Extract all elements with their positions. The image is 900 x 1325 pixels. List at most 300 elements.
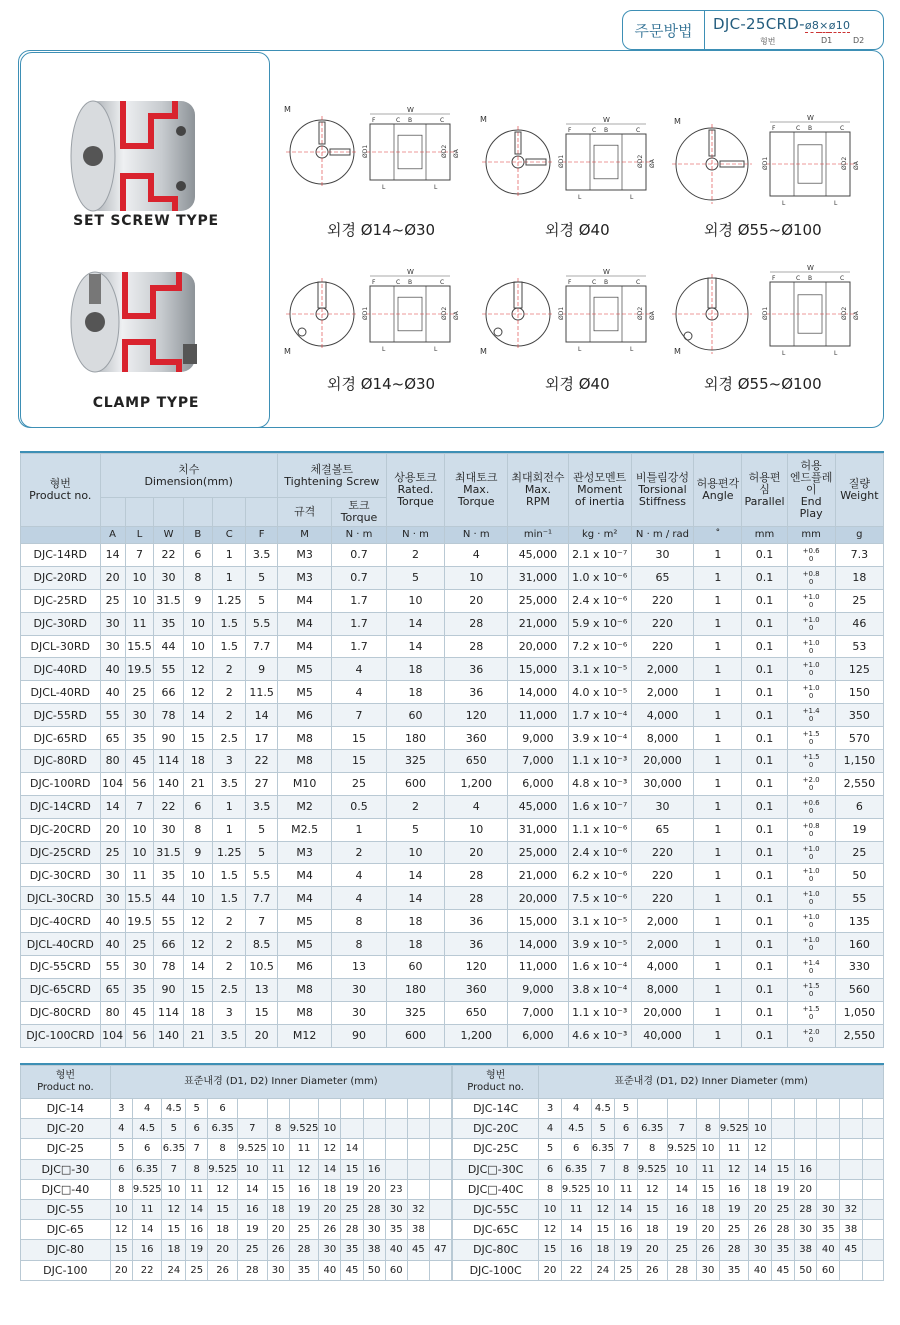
spec-cell: 2 (386, 544, 445, 567)
diameter-cell (429, 1139, 451, 1159)
spec-cell: 0.1 (742, 658, 787, 681)
spec-cell: 1 (332, 818, 386, 841)
spec-cell (787, 750, 835, 773)
spec-cell: 0.1 (742, 956, 787, 979)
diameter-cell: 25 (289, 1220, 319, 1240)
spec-cell: 10 (445, 818, 508, 841)
spec-row (21, 544, 884, 567)
spec-cell: 1 (694, 887, 742, 910)
spec-cell (787, 978, 835, 1001)
spec-cell: 11,000 (508, 704, 569, 727)
spec-cell: 350 (835, 704, 883, 727)
spec-cell (787, 864, 835, 887)
svg-text:L: L (630, 346, 634, 353)
diameter-cell: 5 (110, 1139, 132, 1159)
endplay-upper: +1.4 (802, 707, 820, 716)
spec-cell: M3 (277, 566, 331, 589)
spec-cell: 140 (154, 1024, 183, 1047)
spec-cell: 40,000 (631, 1024, 694, 1047)
diameter-cell: 11 (132, 1199, 162, 1219)
diameter-cell: 3 (110, 1099, 132, 1119)
spec-cell: 10 (445, 566, 508, 589)
diameter-cell: 38 (794, 1240, 817, 1260)
unit-cell: N · m (386, 527, 445, 544)
spec-cell (787, 589, 835, 612)
svg-text:B: B (408, 117, 413, 124)
spec-cell: 22 (246, 750, 277, 773)
diameter-cell (429, 1199, 451, 1219)
spec-cell: 21,000 (508, 864, 569, 887)
diameter-cell (341, 1119, 363, 1139)
diameter-cell: 11 (186, 1179, 208, 1199)
spec-cell: 1 (694, 772, 742, 795)
diameter-cell (319, 1099, 341, 1119)
spec-cell: 18 (835, 566, 883, 589)
spec-cell (787, 635, 835, 658)
diameter-cell: 10 (697, 1139, 720, 1159)
svg-text:C: C (840, 125, 845, 132)
diameter-cell: 7 (186, 1139, 208, 1159)
spec-cell: 1.6 x 10⁻⁷ (568, 795, 631, 818)
diameter-cell (772, 1099, 795, 1119)
diameter-cell: 12 (637, 1179, 667, 1199)
diameter-cell: 16 (794, 1159, 817, 1179)
endplay-upper: +1.0 (802, 615, 820, 624)
spec-cell: 55 (100, 704, 125, 727)
spec-cell: M3 (277, 544, 331, 567)
svg-text:ØD2: ØD2 (441, 144, 448, 158)
hdr-product: 형번 Product no. (21, 454, 101, 527)
diameter-cell: 6.35 (208, 1119, 238, 1139)
hdr-angle: 허용편각 Angle (694, 454, 742, 527)
diameter-cell: 25 (772, 1199, 795, 1219)
spec-cell: 1 (694, 658, 742, 681)
diameter-row (453, 1199, 884, 1219)
spec-cell: 600 (386, 772, 445, 795)
diameter-cell: 19 (667, 1220, 697, 1240)
diameter-cell: 45 (772, 1260, 795, 1280)
spec-cell: 20 (100, 566, 125, 589)
spec-cell: 1 (694, 704, 742, 727)
diameter-cell: 50 (794, 1260, 817, 1280)
unit-cell: A (100, 527, 125, 544)
spec-cell: 40 (100, 681, 125, 704)
diameter-product-no: DJC□-30 (21, 1159, 111, 1179)
diameter-cell (817, 1179, 840, 1199)
diameter-cell: 8 (697, 1119, 720, 1139)
endplay-lower: 0 (808, 1012, 814, 1021)
svg-text:M: M (480, 115, 487, 124)
diameter-cell: 12 (749, 1139, 772, 1159)
spec-cell: 3.5 (213, 772, 246, 795)
diameter-cell: 19 (186, 1240, 208, 1260)
diameter-product-no: DJC-25 (21, 1139, 111, 1159)
diameter-cell: 26 (208, 1260, 238, 1280)
diameter-cell (341, 1099, 363, 1119)
diameter-cell: 18 (208, 1220, 238, 1240)
spec-cell: 5 (246, 566, 277, 589)
svg-text:ØA: ØA (453, 149, 460, 158)
diameter-cell (407, 1119, 429, 1139)
spec-cell: 36 (445, 658, 508, 681)
spec-cell: 55 (154, 658, 183, 681)
diameter-cell (363, 1099, 385, 1119)
spec-cell: 104 (100, 772, 125, 795)
endplay-lower: 0 (808, 738, 814, 747)
spec-cell: 35 (125, 727, 154, 750)
diameter-cell: 4.5 (561, 1119, 591, 1139)
spec-cell: 9 (183, 841, 212, 864)
spec-cell: 2 (213, 658, 246, 681)
spec-cell: 10 (125, 566, 154, 589)
spec-cell: 10 (386, 589, 445, 612)
svg-text:ØD1: ØD1 (558, 154, 565, 168)
diameter-cell: 60 (817, 1260, 840, 1280)
spec-cell: 35 (125, 978, 154, 1001)
spec-cell: 1 (694, 978, 742, 1001)
spec-cell: 1 (694, 841, 742, 864)
svg-text:ØA: ØA (853, 311, 860, 320)
spec-cell (787, 818, 835, 841)
spec-cell: 7.5 x 10⁻⁶ (568, 887, 631, 910)
spec-cell: 0.1 (742, 681, 787, 704)
svg-text:ØA: ØA (853, 161, 860, 170)
endplay-upper: +1.0 (802, 890, 820, 899)
spec-cell: 0.7 (332, 544, 386, 567)
spec-cell: 14 (183, 704, 212, 727)
diameter-row (453, 1220, 884, 1240)
diameter-cell: 24 (162, 1260, 186, 1280)
spec-cell: 36 (445, 681, 508, 704)
spec-cell: 66 (154, 933, 183, 956)
diameter-cell: 18 (267, 1199, 289, 1219)
endplay-upper: +1.0 (802, 844, 820, 853)
diameter-cell: 30 (749, 1240, 772, 1260)
unit-cell: mm (787, 527, 835, 544)
spec-cell: 50 (835, 864, 883, 887)
diameter-cell: 30 (817, 1199, 840, 1219)
spec-cell: 28 (445, 612, 508, 635)
svg-text:M: M (480, 347, 487, 356)
spec-cell: 2 (213, 956, 246, 979)
spec-cell: 9 (183, 589, 212, 612)
spec-cell: 0.1 (742, 910, 787, 933)
spec-cell (787, 910, 835, 933)
diameter-row (453, 1099, 884, 1119)
spec-cell (787, 681, 835, 704)
diameter-cell: 38 (840, 1220, 863, 1240)
spec-cell: 30 (631, 795, 694, 818)
spec-cell: 0.5 (332, 795, 386, 818)
diameter-cell: 16 (132, 1240, 162, 1260)
spec-cell: 5 (246, 818, 277, 841)
spec-cell: 25,000 (508, 841, 569, 864)
svg-text:ØD1: ØD1 (762, 306, 769, 320)
hdr-blank-2 (125, 498, 154, 527)
diameter-cell: 14 (561, 1220, 591, 1240)
spec-cell: 1 (694, 544, 742, 567)
spec-cell: 20,000 (631, 1001, 694, 1024)
hdr-bolt: 체결볼트 Tightening Screw (277, 454, 386, 498)
spec-cell: 14 (100, 544, 125, 567)
spec-cell: 25 (125, 681, 154, 704)
diameter-row (21, 1119, 452, 1139)
unit-blank (21, 527, 101, 544)
diameter-cell (862, 1099, 883, 1119)
diameter-cell: 3 (539, 1099, 562, 1119)
diameter-cell: 14 (667, 1179, 697, 1199)
spec-cell: 1 (694, 910, 742, 933)
diameter-cell: 12 (289, 1159, 319, 1179)
spec-cell: 125 (835, 658, 883, 681)
hdr-rated: 상용토크 Rated. Torque (386, 454, 445, 527)
spec-row (21, 841, 884, 864)
endplay-lower: 0 (808, 829, 814, 838)
drawing-1 (282, 100, 482, 200)
diameter-cell: 11 (615, 1179, 638, 1199)
diameter-cell (429, 1260, 451, 1280)
spec-cell: 560 (835, 978, 883, 1001)
spec-cell: 60 (386, 704, 445, 727)
spec-cell: 11,000 (508, 956, 569, 979)
hdr-max: 최대토크 Max. Torque (445, 454, 508, 527)
diameter-cell: 12 (162, 1199, 186, 1219)
svg-text:C: C (796, 275, 801, 282)
diam-left-hdr-inner: 표준내경 (D1, D2) Inner Diameter (mm) (110, 1066, 451, 1099)
spec-cell: 5 (246, 841, 277, 864)
diameter-row (21, 1240, 452, 1260)
drawing-caption-5: 외경 Ø40 (545, 375, 610, 393)
diameter-cell: 12 (208, 1179, 238, 1199)
diameter-cell: 19 (615, 1240, 638, 1260)
spec-table-body (21, 544, 884, 1048)
diameter-cell (363, 1139, 385, 1159)
diameter-cell: 12 (319, 1139, 341, 1159)
hdr-blank-4 (183, 498, 212, 527)
spec-cell: 7 (125, 544, 154, 567)
diameter-cell: 45 (840, 1240, 863, 1260)
spec-cell: 1 (694, 795, 742, 818)
svg-text:L: L (630, 194, 634, 201)
spec-cell: 220 (631, 612, 694, 635)
diameter-cell: 6 (110, 1159, 132, 1179)
spec-cell: 1.5 (213, 612, 246, 635)
diameter-cell: 28 (667, 1260, 697, 1280)
endplay-upper: +1.5 (802, 730, 820, 739)
spec-cell: 12 (183, 910, 212, 933)
endplay-lower: 0 (808, 760, 814, 769)
spec-cell: 11 (125, 864, 154, 887)
drawing-caption-3: 외경 Ø55~Ø100 (704, 221, 822, 239)
diameter-cell: 8 (267, 1119, 289, 1139)
diameter-table-left (20, 1065, 452, 1281)
diameter-cell: 8 (110, 1179, 132, 1199)
svg-text:L: L (782, 200, 786, 207)
diameter-cell: 15 (697, 1179, 720, 1199)
spec-cell: 180 (386, 727, 445, 750)
diameter-row (21, 1159, 452, 1179)
diameter-cell: 7 (591, 1159, 615, 1179)
diameter-cell: 30 (794, 1220, 817, 1240)
endplay-upper: +1.0 (802, 684, 820, 693)
spec-cell: 140 (154, 772, 183, 795)
diameter-cell: 35 (385, 1220, 407, 1240)
diameter-cell: 35 (719, 1260, 749, 1280)
diameter-cell: 32 (840, 1199, 863, 1219)
unit-cell: M (277, 527, 331, 544)
spec-cell: 0.1 (742, 1024, 787, 1047)
diameter-cell: 4.5 (132, 1119, 162, 1139)
spec-cell: 3.8 x 10⁻⁴ (568, 978, 631, 1001)
spec-cell: 4 (445, 795, 508, 818)
spec-row (21, 818, 884, 841)
diameter-cell: 40 (749, 1260, 772, 1280)
drawing-caption-2: 외경 Ø40 (545, 221, 610, 239)
spec-cell: 55 (154, 910, 183, 933)
diameter-cell: 38 (407, 1220, 429, 1240)
diameter-cell: 10 (667, 1159, 697, 1179)
svg-text:B: B (808, 275, 813, 282)
svg-text:W: W (407, 268, 414, 276)
spec-cell: 120 (445, 704, 508, 727)
spec-product-no: DJC-25RD (21, 589, 101, 612)
spec-cell: 104 (100, 1024, 125, 1047)
spec-cell (787, 795, 835, 818)
diameter-row (453, 1139, 884, 1159)
drawing-6 (672, 262, 872, 362)
spec-cell: 25 (125, 933, 154, 956)
diameter-cell: 18 (162, 1240, 186, 1260)
spec-cell: 55 (100, 956, 125, 979)
diameter-cell: 47 (429, 1240, 451, 1260)
endplay-lower: 0 (808, 646, 814, 655)
spec-cell: 6,000 (508, 1024, 569, 1047)
diameter-cell: 5 (186, 1099, 208, 1119)
diameter-row (453, 1240, 884, 1260)
spec-cell (787, 566, 835, 589)
spec-cell: 3.1 x 10⁻⁵ (568, 658, 631, 681)
spec-cell: 45 (125, 1001, 154, 1024)
endplay-upper: +0.6 (802, 798, 820, 807)
svg-text:ØD1: ØD1 (362, 144, 369, 158)
spec-cell: M4 (277, 612, 331, 635)
spec-cell: 65 (100, 727, 125, 750)
spec-cell: 17 (246, 727, 277, 750)
spec-cell: 2,000 (631, 910, 694, 933)
unit-cell: g (835, 527, 883, 544)
diameter-cell: 35 (289, 1260, 319, 1280)
diameter-cell (862, 1220, 883, 1240)
spec-cell: 1.1 x 10⁻³ (568, 750, 631, 773)
diameter-cell (862, 1159, 883, 1179)
diameter-cell: 6.35 (637, 1119, 667, 1139)
diameter-cell: 9.525 (132, 1179, 162, 1199)
spec-product-no: DJC-65RD (21, 727, 101, 750)
diameter-cell: 20 (208, 1240, 238, 1260)
spec-cell: 15 (332, 750, 386, 773)
diameter-row (453, 1119, 884, 1139)
diameter-cell: 25 (667, 1240, 697, 1260)
spec-cell (787, 887, 835, 910)
diameter-cell: 8 (539, 1179, 562, 1199)
spec-cell: 6 (183, 544, 212, 567)
diameter-cell: 15 (162, 1220, 186, 1240)
spec-cell: 8.5 (246, 933, 277, 956)
spec-cell: 18 (386, 933, 445, 956)
spec-cell: 8,000 (631, 727, 694, 750)
diameter-cell (840, 1119, 863, 1139)
spec-cell: 2 (213, 681, 246, 704)
spec-cell: 7.7 (246, 887, 277, 910)
spec-cell: 0.7 (332, 566, 386, 589)
diameter-cell: 6.35 (591, 1139, 615, 1159)
spec-cell: 0.1 (742, 841, 787, 864)
unit-cell: L (125, 527, 154, 544)
diameter-cell (794, 1119, 817, 1139)
diameter-cell (289, 1099, 319, 1119)
diameter-cell (719, 1099, 749, 1119)
spec-cell: 12 (183, 933, 212, 956)
svg-text:L: L (434, 184, 438, 191)
spec-cell: 2,000 (631, 933, 694, 956)
spec-cell: 15 (332, 727, 386, 750)
diameter-cell: 14 (186, 1199, 208, 1219)
diameter-cell: 25 (186, 1260, 208, 1280)
spec-cell: 78 (154, 956, 183, 979)
spec-cell: 21,000 (508, 612, 569, 635)
svg-text:M: M (284, 347, 291, 356)
spec-cell: M8 (277, 727, 331, 750)
spec-cell: 180 (386, 978, 445, 1001)
diameter-cell: 18 (749, 1179, 772, 1199)
spec-cell: M5 (277, 910, 331, 933)
spec-cell: 325 (386, 1001, 445, 1024)
hdr-blank-5 (213, 498, 246, 527)
endplay-upper: +1.5 (802, 752, 820, 761)
spec-product-no: DJC-40CRD (21, 910, 101, 933)
spec-cell: 1,200 (445, 772, 508, 795)
spec-cell: 65 (631, 566, 694, 589)
spec-cell: 18 (386, 910, 445, 933)
diameter-cell (840, 1099, 863, 1119)
spec-cell: 20,000 (508, 887, 569, 910)
svg-text:ØD1: ØD1 (762, 156, 769, 170)
spec-cell (787, 544, 835, 567)
diameter-cell (817, 1139, 840, 1159)
hdr-endplay: 허용 엔드플레이 End Play (787, 454, 835, 527)
set-screw-coupling-image (63, 81, 203, 231)
spec-cell: 360 (445, 978, 508, 1001)
spec-cell: 10.5 (246, 956, 277, 979)
diameter-cell: 16 (667, 1199, 697, 1219)
diameter-cell: 26 (637, 1260, 667, 1280)
spec-cell: 12 (183, 681, 212, 704)
unit-cell: N · m (445, 527, 508, 544)
diameter-cell: 22 (561, 1260, 591, 1280)
spec-cell: 220 (631, 635, 694, 658)
diameter-cell (862, 1199, 883, 1219)
spec-cell: 5 (246, 589, 277, 612)
diameter-cell: 14 (132, 1220, 162, 1240)
clamp-type-label: CLAMP TYPE (92, 395, 200, 411)
spec-cell: 4.6 x 10⁻³ (568, 1024, 631, 1047)
clamp-coupling-image (61, 258, 211, 383)
diameter-cell: 16 (186, 1220, 208, 1240)
unit-cell: min⁻¹ (508, 527, 569, 544)
diameter-cell: 14 (319, 1159, 341, 1179)
spec-cell: M3 (277, 841, 331, 864)
spec-cell: 56 (125, 1024, 154, 1047)
